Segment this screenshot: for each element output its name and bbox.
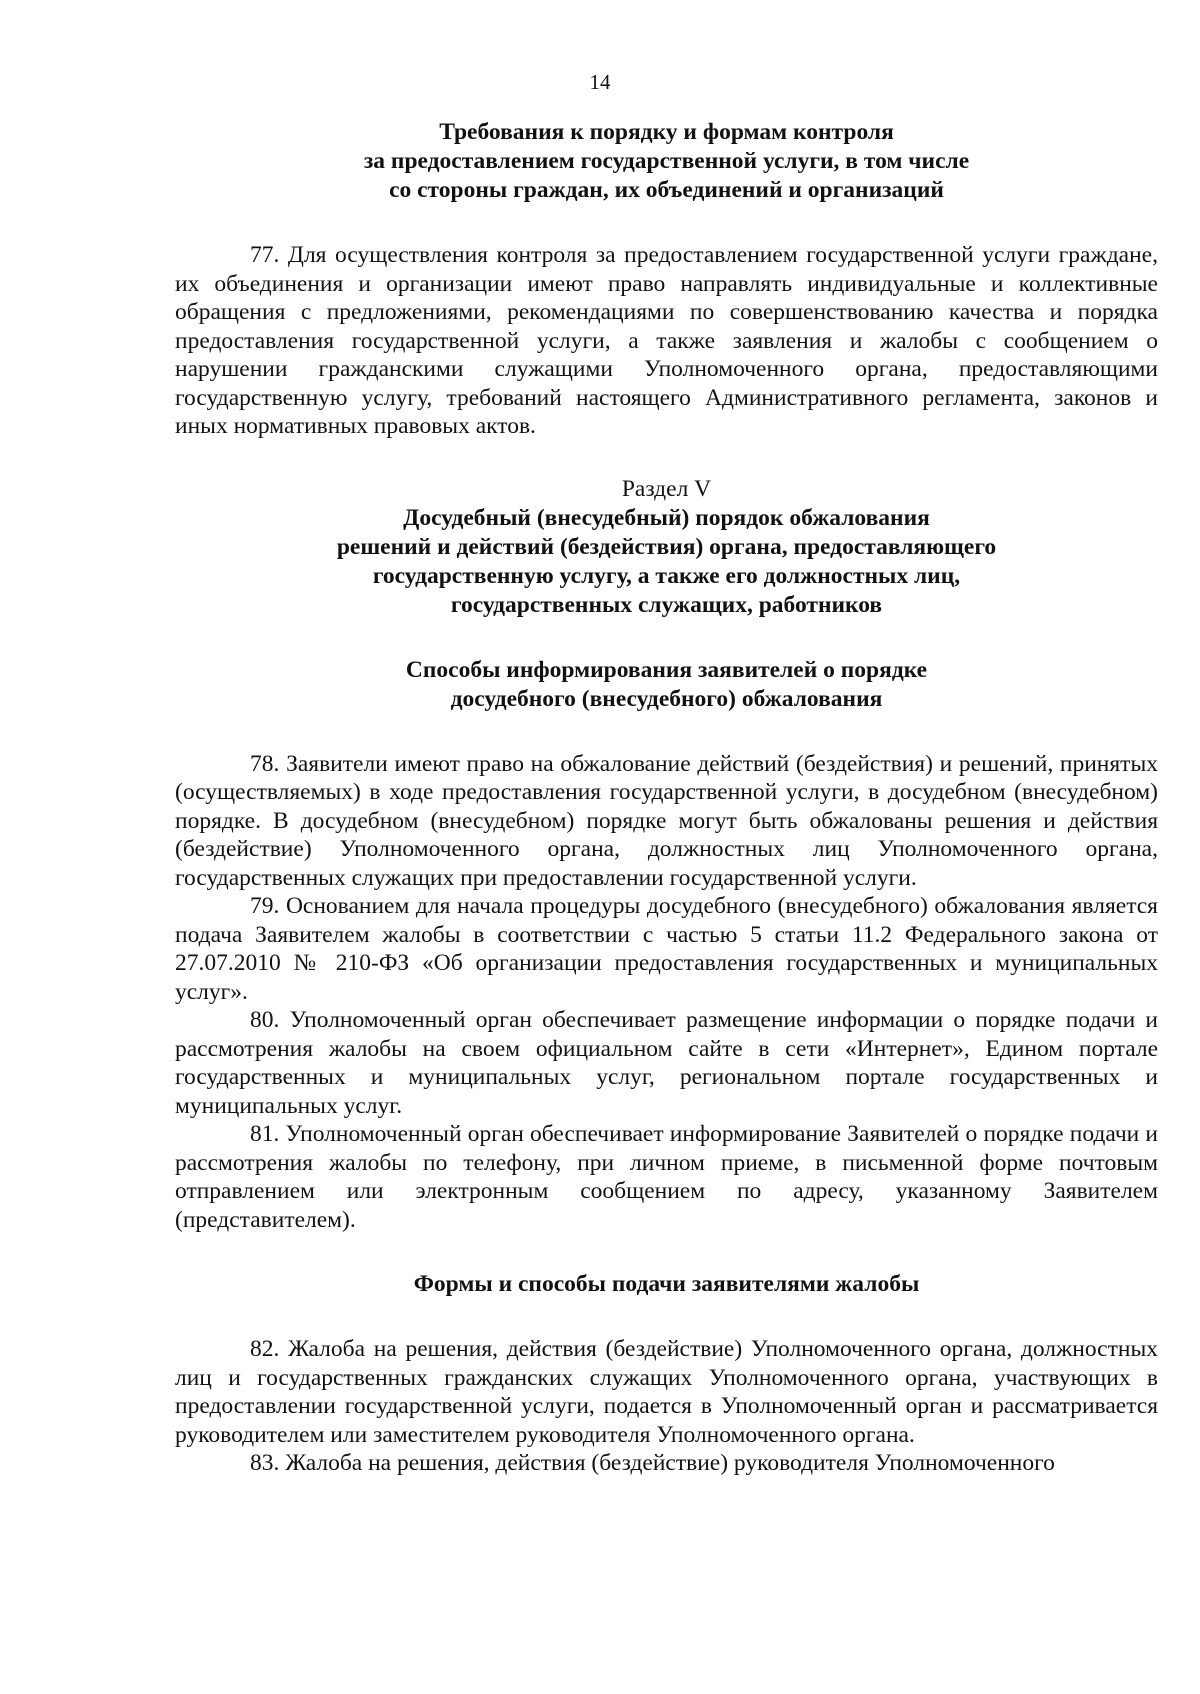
section-title-line: государственную услугу, а также его должностных лиц, xyxy=(372,562,961,589)
page-content xyxy=(175,118,1158,1478)
heading-line: Формы и способы подачи заявителями жалобы xyxy=(413,1271,920,1297)
section-title-line: Досудебный (внесудебный) порядок обжалования xyxy=(403,504,930,531)
heading-line: досудебного (внесудебного) обжалования xyxy=(450,685,883,712)
section-title-line: решений и действий (бездействия) органа, предоставляющего xyxy=(336,533,997,560)
paragraph-77: 77. Для осуществления контроля за предоставлением государственной услуги граждане, их объединения и организации имеют право направлять индивидуальные и коллективные обращения с предложениями, рекомендациями по совершенствованию качества и порядка предоставления государственной услуги, а также заявления и жалобы с сообщением о нарушении гражданскими служащими Уполномоченного органа, предоставляющими государственную услугу, требований настоящего Административного регламента, законов и иных нормативных правовых актов. xyxy=(175,242,1158,439)
heading-line: со стороны граждан, их объединений и организаций xyxy=(389,177,944,203)
paragraph-79: 79. Основанием для начала процедуры досудебного (внесудебного) обжалования является подача Заявителем жалобы в соответствии с частью 5 статьи 11.2 Федерального закона от 27.07.2010 № 210-ФЗ «Об организации предоставления государственных и муниципальных услуг». xyxy=(175,893,1158,1005)
paragraph-82: 82. Жалоба на решения, действия (бездействие) Уполномоченного органа, должностных лиц и государственных гражданских служащих Уполномоченного органа, участвующих в предоставлении государственной услуги, подается в Уполномоченный орган и рассматривается руководителем или заместителем руководителя Уполномоченного органа. xyxy=(175,1336,1158,1448)
section-label: Раздел V xyxy=(621,475,712,502)
page-number: 14 xyxy=(589,70,611,94)
section-title-line: государственных служащих, работников xyxy=(450,591,883,618)
heading-line: за предоставлением государственной услуги, в том числе xyxy=(363,148,970,174)
heading-line: Способы информирования заявителей о порядке xyxy=(405,656,928,683)
paragraph-78: 78. Заявители имеют право на обжалование действий (бездействия) и решений, принятых (осуществляемых) в ходе предоставления государственной услуги, в досудебном (внесудебном) порядке. В досудебном (внесудебном) порядке могут быть обжалованы решения и действия (бездействие) Уполномоченного органа, должностных лиц Уполномоченного органа, государственных служащих при предоставлении государственной услуги. xyxy=(175,750,1158,891)
heading-control-requirements xyxy=(175,118,1158,205)
paragraph-83: 83. Жалоба на решения, действия (бездействие) руководителя Уполномоченного xyxy=(250,1450,1055,1476)
heading-line: Требования к порядку и формам контроля xyxy=(439,119,894,145)
paragraph-80: 80. Уполномоченный орган обеспечивает размещение информации о порядке подачи и рассмотрения жалобы на своем официальном сайте в сети «Интернет», Едином портале государственных и муниципальных услуг, региональном портале государственных и муниципальных услуг. xyxy=(175,1007,1158,1119)
section-title xyxy=(175,504,1158,620)
heading-complaint-forms xyxy=(175,1270,1158,1299)
heading-informing-methods xyxy=(175,656,1158,714)
paragraph-81: 81. Уполномоченный орган обеспечивает информирование Заявителей о порядке подачи и рассмотрения жалобы по телефону, при личном приеме, в письменной форме почтовым отправлением или электронным сообщением по адресу, указанному Заявителем (представителем). xyxy=(175,1121,1158,1233)
